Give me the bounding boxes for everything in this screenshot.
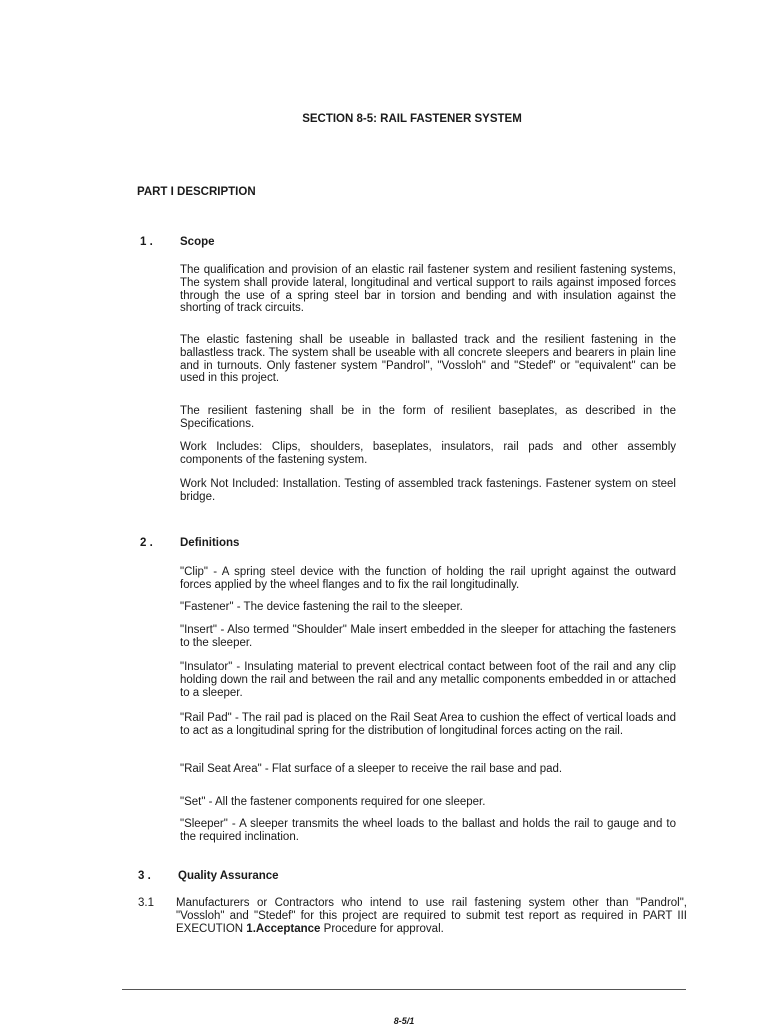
definition-fastener: "Fastener" - The device fastening the rail to the sleeper.	[180, 601, 463, 613]
definition-rail-pad: "Rail Pad" - The rail pad is placed on the Rail Seat Area to cushion the effect of vertical loads and to act as a longitudinal spring for the distribution of longitudinal forces acting on the rail.	[180, 712, 676, 737]
footer-divider	[122, 989, 686, 990]
section-heading-quality-assurance: Quality Assurance	[178, 870, 279, 882]
section-heading-definitions: Definitions	[180, 537, 240, 549]
definition-insulator: "Insulator" - Insulating material to prevent electrical contact between foot of the rail and any clip holding down the rail and between the rail and any metallic components embedded in or attached to a sleeper.	[180, 661, 676, 699]
quality-assurance-paragraph	[176, 897, 687, 935]
work-includes-paragraph: Work Includes: Clips, shoulders, baseplates, insulators, rail pads and other assembly components of the fastening system.	[180, 441, 676, 466]
work-not-included-paragraph: Work Not Included: Installation. Testing of assembled track fastenings. Fastener system on steel bridge.	[180, 478, 676, 503]
section-number: 1 .	[140, 236, 153, 248]
part-heading: PART I DESCRIPTION	[137, 186, 256, 198]
definition-insert: "Insert" - Also termed "Shoulder" Male insert embedded in the sleeper for attaching the fasteners to the sleeper.	[180, 624, 676, 649]
definition-rail-seat-area: "Rail Seat Area" - Flat surface of a sleeper to receive the rail base and pad.	[180, 763, 563, 775]
section-number: 2 .	[140, 537, 153, 549]
definition-sleeper: "Sleeper" - A sleeper transmits the wheel loads to the ballast and holds the rail to gauge and to the required inclination.	[180, 818, 676, 843]
scope-paragraph: The elastic fastening shall be useable in ballasted track and the resilient fastening in the ballastless track. The system shall be useable with all concrete sleepers and bearers in plain line and in turnouts. Only fastener system "Pandrol", "Vossloh" and "Stedef" or "equivalent" can be used in this project.	[180, 334, 676, 385]
scope-paragraph: The qualification and provision of an elastic rail fastener system and resilient fastening systems, The system shall provide lateral, longitudinal and vertical support to rails against imposed forces through the use of a spring steel bar in torsion and bending and with insulation against the shorting of track circuits.	[180, 264, 676, 315]
qa-text-end: Procedure for approval.	[320, 922, 444, 935]
definition-set: "Set" - All the fastener components required for one sleeper.	[180, 796, 486, 808]
qa-text-start: Manufacturers or Contractors who intend to use rail fastening system other than "Pandrol", "Vossloh" and "Stedef" for this project are required to submit test report as required in PART III EXECUTION	[176, 897, 687, 935]
section-number: 3 .	[138, 870, 151, 882]
section-heading-scope: Scope	[180, 236, 215, 248]
acceptance-reference: 1.Acceptance	[246, 922, 321, 935]
subsection-number: 3.1	[138, 897, 154, 909]
definition-clip: "Clip" - A spring steel device with the function of holding the rail upright against the outward forces applied by the wheel flanges and to fix the rail longitudinally.	[180, 566, 676, 591]
page-number: 8-5/1	[393, 1016, 415, 1026]
scope-paragraph: The resilient fastening shall be in the form of resilient baseplates, as described in the Specifications.	[180, 405, 676, 430]
section-title: SECTION 8-5: RAIL FASTENER SYSTEM	[302, 113, 522, 125]
